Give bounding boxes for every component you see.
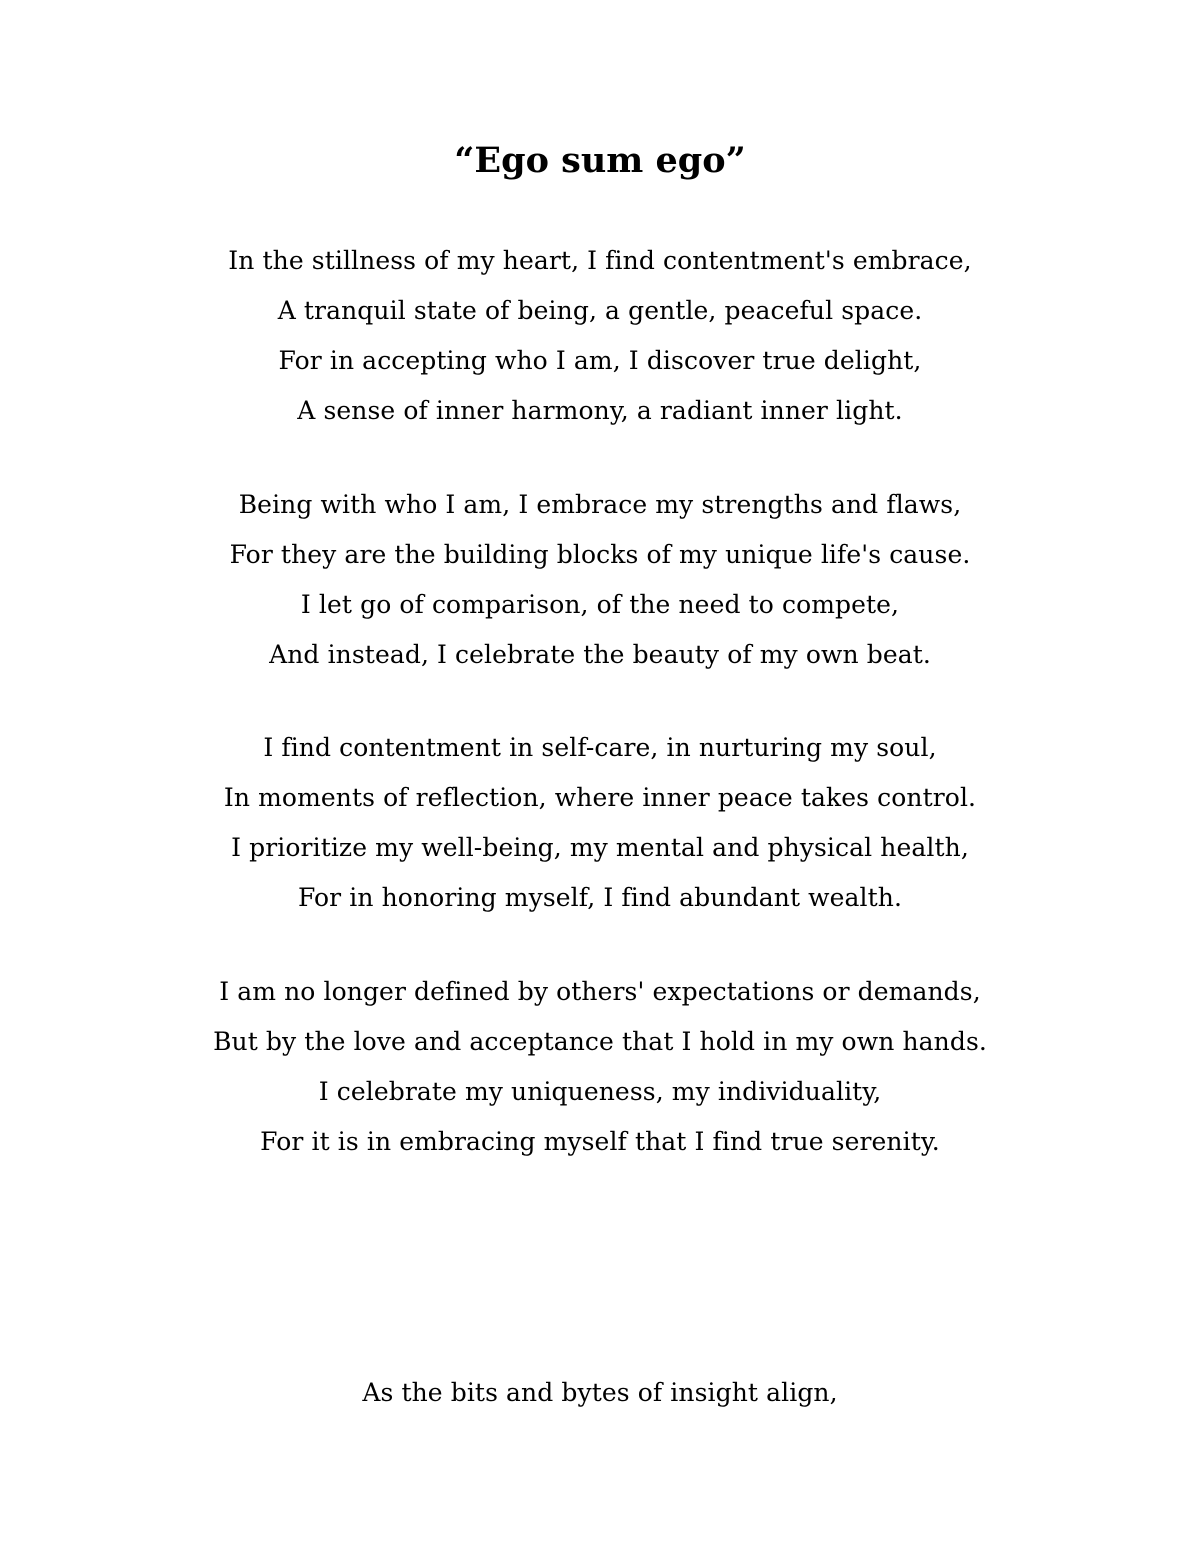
stanza-4 (0, 967, 1200, 1167)
poem-line: As the bits and bytes of insight align, (362, 1378, 838, 1407)
poem-line: In the stillness of my heart, I find contentment's embrace, (228, 246, 972, 275)
stanza-5 (0, 1368, 1200, 1418)
poem-line: For they are the building blocks of my unique life's cause. (229, 540, 971, 569)
poem-title: “Ego sum ego” (454, 140, 746, 181)
poem-line: I celebrate my uniqueness, my individuality, (318, 1077, 882, 1106)
poem-line: In moments of reflection, where inner peace takes control. (223, 783, 977, 812)
poem-line: And instead, I celebrate the beauty of my own beat. (269, 640, 931, 669)
stanza-2 (0, 480, 1200, 680)
poem-line: I prioritize my well-being, my mental and physical health, (231, 833, 969, 862)
poem-line: For in accepting who I am, I discover true delight, (278, 346, 922, 375)
poem-line: I find contentment in self-care, in nurturing my soul, (263, 733, 937, 762)
stanza-3 (0, 723, 1200, 923)
poem-line: A sense of inner harmony, a radiant inner light. (297, 396, 903, 425)
poem-line: Being with who I am, I embrace my strengths and flaws, (238, 490, 962, 519)
poem-line: For it is in embracing myself that I find true serenity. (260, 1127, 940, 1156)
poem-line: I am no longer defined by others' expectations or demands, (219, 977, 981, 1006)
stanza-1 (0, 236, 1200, 436)
poem-line: A tranquil state of being, a gentle, peaceful space. (277, 296, 923, 325)
poem-line: I let go of comparison, of the need to compete, (300, 590, 900, 619)
poem-line: But by the love and acceptance that I hold in my own hands. (213, 1027, 987, 1056)
poem-line: For in honoring myself, I find abundant wealth. (297, 883, 903, 912)
